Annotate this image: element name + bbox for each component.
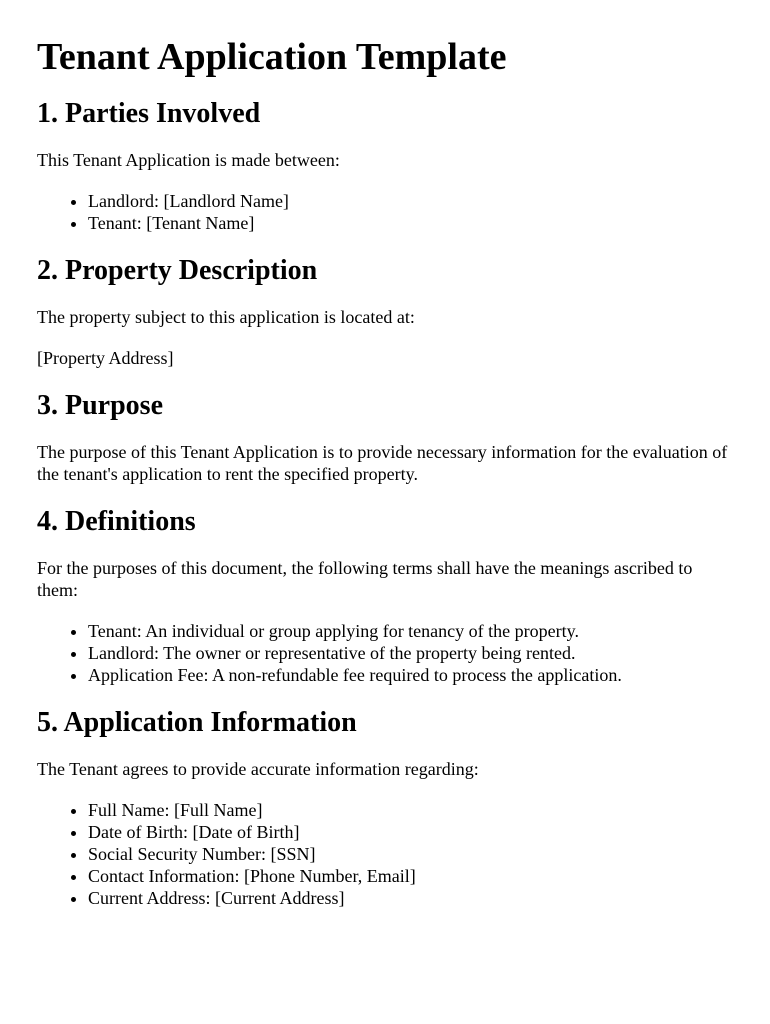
section-intro-property: The property subject to this application is located at: — [37, 307, 415, 327]
application-info-list — [37, 799, 730, 909]
section-intro-definitions: For the purposes of this document, the following terms shall have the meanings ascribed to them: — [37, 558, 693, 600]
section-heading-property: 2. Property Description — [37, 255, 318, 286]
definitions-list — [37, 620, 730, 686]
section-heading-purpose: 3. Purpose — [37, 390, 163, 421]
list-item: • Date of Birth: [Date of Birth] — [88, 821, 730, 843]
document-title: Tenant Application Template — [37, 36, 507, 78]
section-heading-definitions: 4. Definitions — [37, 506, 196, 537]
section-intro-purpose: The purpose of this Tenant Application is to provide necessary information for the evaluation of the tenant's application to rent the specified property. — [37, 442, 728, 484]
list-item: • Social Security Number: [SSN] — [88, 843, 730, 865]
list-item: • Landlord: [Landlord Name] — [88, 190, 730, 212]
list-item: • Tenant: [Tenant Name] — [88, 212, 730, 234]
list-item: • Application Fee: A non-refundable fee required to process the application. — [88, 664, 730, 686]
section-intro-application-info: The Tenant agrees to provide accurate information regarding: — [37, 759, 479, 779]
parties-list — [37, 190, 730, 234]
list-item: • Tenant: An individual or group applying for tenancy of the property. — [88, 620, 730, 642]
list-item: • Current Address: [Current Address] — [88, 887, 730, 909]
section-heading-parties: 1. Parties Involved — [37, 98, 261, 129]
list-item: • Full Name: [Full Name] — [88, 799, 730, 821]
section-intro-parties: This Tenant Application is made between: — [37, 150, 340, 170]
list-item: • Landlord: The owner or representative of the property being rented. — [88, 642, 730, 664]
list-item: • Contact Information: [Phone Number, Email] — [88, 865, 730, 887]
section-heading-application-info: 5. Application Information — [37, 707, 357, 738]
property-address: [Property Address] — [37, 348, 174, 368]
